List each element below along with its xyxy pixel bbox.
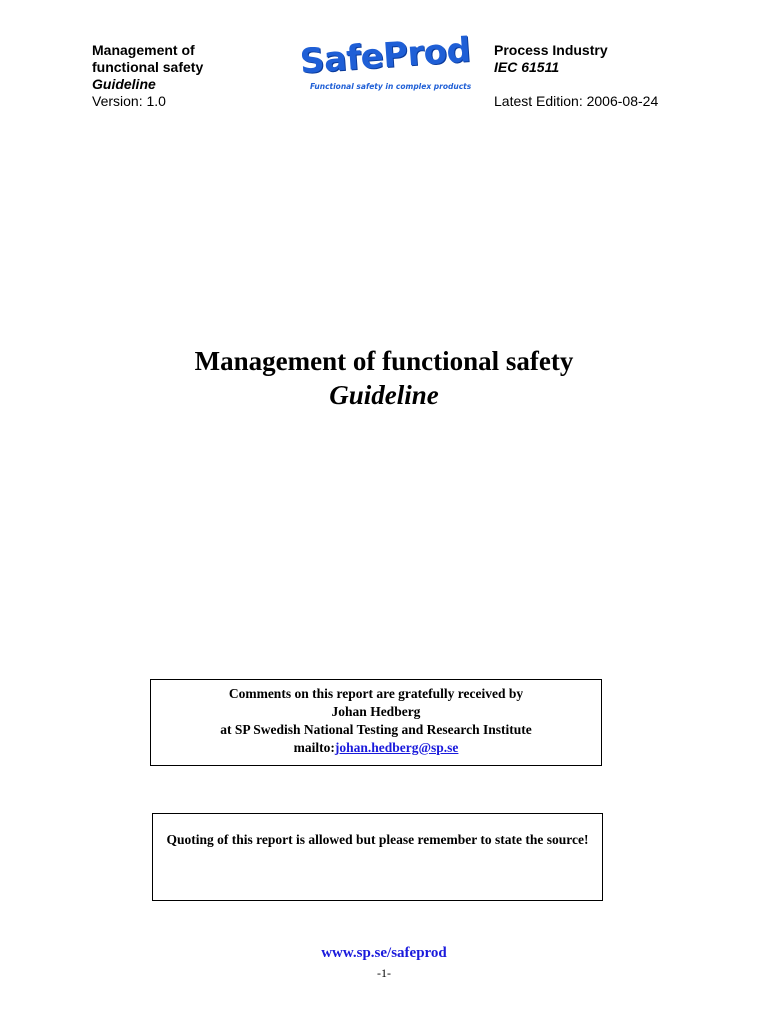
header-doc-type: Guideline (92, 76, 156, 92)
comments-box (150, 679, 602, 766)
header-version: Version: 1.0 (92, 93, 166, 109)
comments-author: Johan Hedberg (331, 704, 421, 719)
footer-website-link[interactable]: www.sp.se/safeprod (321, 945, 447, 961)
header-standard: IEC 61511 (494, 59, 560, 75)
header-doc-title-line1: Management of (92, 42, 195, 58)
quote-text: Quoting of this report is allowed but please remember to state the source! (166, 832, 589, 847)
header-right (494, 42, 658, 110)
header-left (92, 42, 203, 110)
comments-institute: at SP Swedish National Testing and Research Institute (220, 722, 532, 737)
mailto-prefix: mailto: (293, 740, 335, 755)
logo-tagline: Functional safety in complex products (310, 82, 472, 91)
page-subtitle: Guideline (329, 380, 439, 410)
email-link[interactable]: johan.hedberg@sp.se (334, 740, 459, 755)
page-title: Management of functional safety (194, 346, 574, 376)
logo-text: SafeProd (298, 30, 472, 82)
page-number: -1- (377, 966, 391, 980)
header-industry: Process Industry (494, 42, 608, 58)
quote-box (152, 813, 603, 901)
safeprod-logo (296, 30, 482, 98)
comments-mailto (151, 739, 601, 757)
comments-line1: Comments on this report are gratefully received by (228, 686, 524, 701)
header-doc-title-line2: functional safety (92, 59, 204, 75)
header-latest-edition: Latest Edition: 2006-08-24 (494, 93, 659, 109)
header-spacer (494, 76, 658, 93)
